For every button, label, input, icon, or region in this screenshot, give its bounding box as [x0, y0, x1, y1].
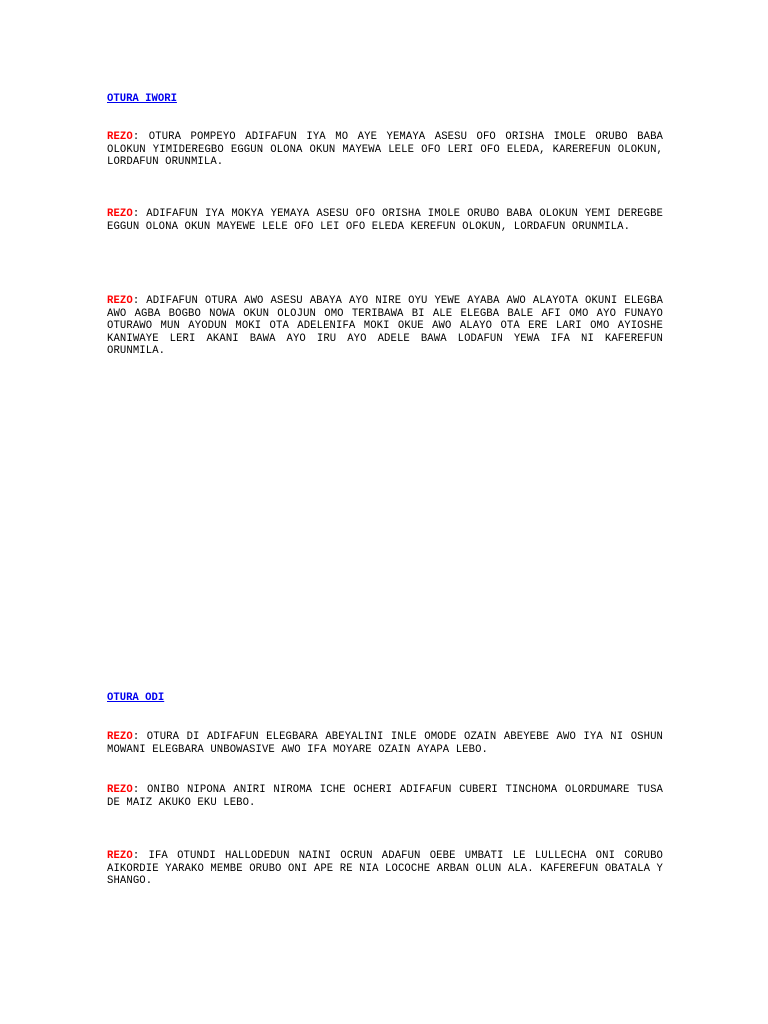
rezo-text: : OTURA DI ADIFAFUN ELEGBARA ABEYALINI INLE OMODE OZAIN ABEYEBE AWO IYA NI OSHUN MOWANI ELEGBARA UNBOWASIVE AWO IFA MOYARE OZAIN AYAPA LEBO. — [107, 731, 663, 756]
rezo-paragraph — [107, 784, 663, 809]
section-title-otura-odi: OTURA ODI — [107, 692, 165, 704]
rezo-label: REZO — [107, 784, 133, 796]
rezo-paragraph — [107, 850, 663, 888]
rezo-label: REZO — [107, 295, 133, 307]
rezo-paragraph — [107, 131, 663, 169]
rezo-text: : ONIBO NIPONA ANIRI NIROMA ICHE OCHERI ADIFAFUN CUBERI TINCHOMA OLORDUMARE TUSA DE MAIZ AKUKO EKU LEBO. — [107, 784, 663, 809]
rezo-text: : ADIFAFUN OTURA AWO ASESU ABAYA AYO NIRE OYU YEWE AYABA AWO ALAYOTA OKUNI ELEGBA AWO AGBA BOGBO NOWA OKUN OLOJUN OMO TERIBAWA BI ALE ELEGBA BALE AFI OMO AYO FUNAYO OTURAWO MUN AYODUN MOKI OTA ADELENIFA MOKI OKUE AWO ALAYO OTA ERE LARI OMO AYIOSHE KANIWAYE LERI AKANI BAWA AYO IRU AYO ADELE BAWA LODAFUN YEWA IFA NI KAFEREFUN ORUNMILA. — [107, 295, 663, 358]
rezo-text: : ADIFAFUN IYA MOKYA YEMAYA ASESU OFO ORISHA IMOLE ORUBO BABA OLOKUN YEMI DEREGBE EGGUN OLONA OKUN MAYEWE LELE OFO LEI OFO ELEDA KEREFUN OLOKUN, LORDAFUN ORUNMILA. — [107, 208, 663, 233]
rezo-label: REZO — [107, 131, 133, 143]
rezo-label: REZO — [107, 731, 133, 743]
rezo-paragraph — [107, 208, 663, 233]
rezo-text: : OTURA POMPEYO ADIFAFUN IYA MO AYE YEMAYA ASESU OFO ORISHA IMOLE ORUBO BABA OLOKUN YIMIDEREGBO EGGUN OLONA OKUN MAYEWA LELE OFO LERI OFO ELEDA, KAREREFUN OLOKUN, LORDAFUN ORUNMILA. — [107, 131, 663, 169]
section-title-otura-iwori: OTURA IWORI — [107, 93, 177, 105]
rezo-text: : IFA OTUNDI HALLODEDUN NAINI OCRUN ADAFUN OEBE UMBATI LE LULLECHA ONI CORUBO AIKORDIE YARAKO MEMBE ORUBO ONI APE RE NIA LOCOCHE ARBAN OLUN ALA. KAFEREFUN OBATALA Y SHANGO. — [107, 850, 663, 888]
rezo-label: REZO — [107, 208, 133, 220]
rezo-paragraph — [107, 731, 663, 756]
rezo-paragraph — [107, 295, 663, 358]
rezo-label: REZO — [107, 850, 133, 862]
